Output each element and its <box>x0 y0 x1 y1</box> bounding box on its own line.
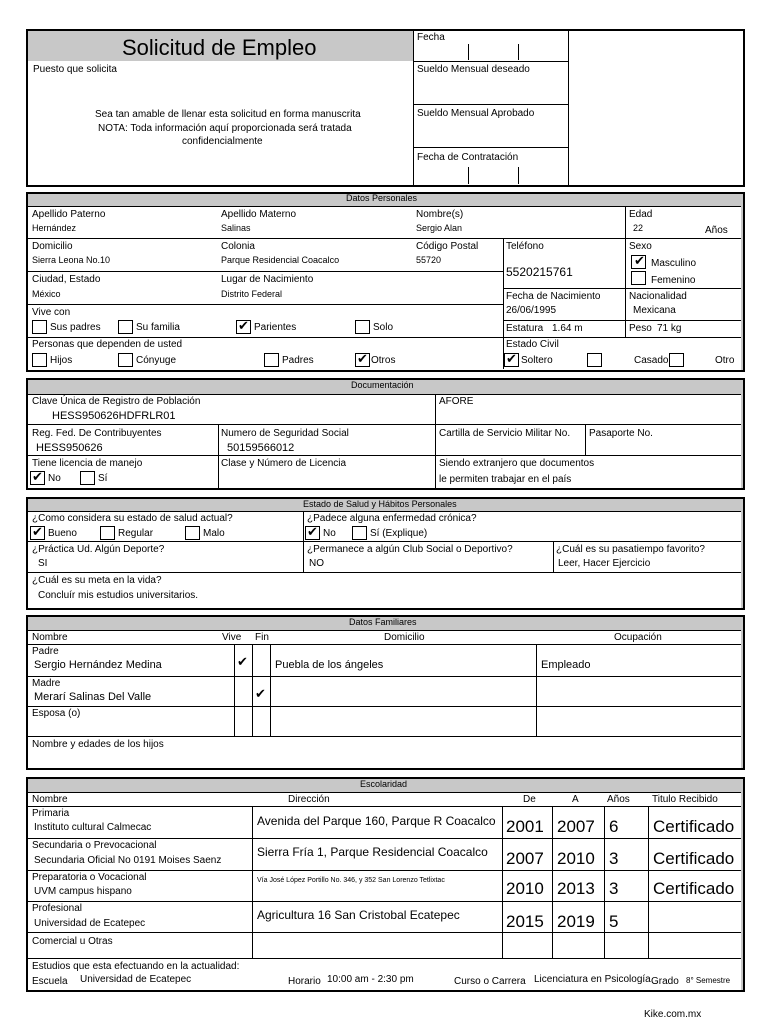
parientes-check-icon: ✔ <box>238 319 249 334</box>
licencia-no-label: No <box>48 473 61 484</box>
horario-label: Horario <box>288 976 321 987</box>
conyuge-label: Cónyuge <box>136 355 177 366</box>
escolaridad-col-nombre: Nombre <box>32 794 68 805</box>
pasaporte-label: Pasaporte No. <box>589 428 653 439</box>
sexo-label: Sexo <box>629 241 652 252</box>
masculino-label: Masculino <box>651 258 697 269</box>
edad-value: 22 <box>633 223 644 233</box>
header-blank-panel <box>569 31 743 185</box>
source-footer: Kike.com.mx <box>644 1009 702 1020</box>
familia-col-vive: Vive <box>222 632 242 643</box>
madre-nombre: Merarí Salinas Del Valle <box>34 691 152 703</box>
curso-value: Licenciatura en Psicología <box>534 974 651 985</box>
primaria-direccion: Avenida del Parque 160, Parque R Coacalco <box>257 814 496 828</box>
meta-question: ¿Cuál es su meta en la vida? <box>32 575 162 586</box>
escolaridad-col-de: De <box>523 794 536 805</box>
otros-check-icon: ✔ <box>357 352 368 367</box>
cp-value: 55720 <box>416 255 442 265</box>
cronica-question: ¿Padece alguna enfermedad crónica? <box>307 513 477 524</box>
colonia-value: Parque Residencial Coacalco <box>221 255 340 265</box>
nacionalidad-label: Nacionalidad <box>629 291 687 302</box>
domicilio-value: Sierra Leona No.10 <box>32 255 111 265</box>
conyuge-checkbox[interactable] <box>118 353 133 367</box>
preparatoria-direccion: Vía José López Portillo No. 346, y 352 San Lorenzo Tetlixtac <box>257 877 445 884</box>
parientes-label: Parientes <box>254 322 297 333</box>
edad-label: Edad <box>629 209 653 220</box>
nombres-label: Nombre(s) <box>416 209 464 220</box>
escuela-value: Universidad de Ecatepec <box>80 974 192 985</box>
instructions-line2: NOTA: Toda información aquí proporcionada será tratada <box>98 123 352 134</box>
estado-civil-label: Estado Civil <box>506 339 559 350</box>
profesional-de: 2015 <box>506 912 544 931</box>
estado-salud-question: ¿Como considera su estado de salud actual? <box>32 513 233 524</box>
curp-value: HESS950626HDFRLR01 <box>52 410 176 422</box>
hijos-edades-label: Nombre y edades de los hijos <box>32 739 164 750</box>
extranjero-line2: le permiten trabajar en el país <box>439 474 572 485</box>
estatura-value: 1.64 m <box>552 323 583 334</box>
licencia-si-label: Sí <box>98 473 108 484</box>
preparatoria-label: Preparatoria o Vocacional <box>32 872 147 883</box>
fecha-contratacion-label: Fecha de Contratación <box>417 152 519 163</box>
primaria-nombre: Instituto cultural Calmecac <box>34 822 152 833</box>
casado-label: Casado <box>634 355 669 366</box>
primaria-label: Primaria <box>32 808 70 819</box>
extranjero-line1: Siendo extranjero que documentos <box>439 458 595 469</box>
primaria-a: 2007 <box>557 817 595 836</box>
esposa-label: Esposa (o) <box>32 708 81 719</box>
anos-label: Años <box>705 225 728 236</box>
padre-ocupacion: Empleado <box>541 659 591 671</box>
masculino-check-icon: ✔ <box>634 254 645 269</box>
secundaria-anos: 3 <box>609 849 619 868</box>
domicilio-label: Domicilio <box>32 241 73 252</box>
puesto-label: Puesto que solicita <box>33 64 117 75</box>
curp-label: Clave Única de Registro de Población <box>32 396 201 407</box>
familia-col-ocupacion: Ocupación <box>614 632 662 643</box>
escolaridad-col-titulo: Titulo Recibido <box>652 794 718 805</box>
grado-value: 8° Semestre <box>686 976 731 985</box>
soltero-label: Soltero <box>521 355 553 366</box>
familia-col-fin: Fin <box>255 632 269 643</box>
familia-col-nombre: Nombre <box>32 632 68 643</box>
preparatoria-anos: 3 <box>609 879 619 898</box>
bueno-check-icon: ✔ <box>32 525 43 540</box>
padres-checkbox[interactable] <box>264 353 279 367</box>
padre-domicilio: Puebla de los ángeles <box>275 659 384 671</box>
nss-value: 50159566012 <box>227 442 295 454</box>
profesional-nombre: Universidad de Ecatepec <box>34 918 146 929</box>
page-title: Solicitud de Empleo <box>122 35 317 60</box>
telefono-value: 5520215761 <box>506 265 573 279</box>
preparatoria-nombre: UVM campus hispano <box>34 886 132 897</box>
escuela-label: Escuela <box>32 976 68 987</box>
dependen-label: Personas que dependen de usted <box>32 339 183 350</box>
comercial-label: Comercial u Otras <box>32 936 113 947</box>
preparatoria-titulo: Certificado <box>653 879 735 898</box>
afore-label: AFORE <box>439 396 474 407</box>
sueldo-aprobado-label: Sueldo Mensual Aprobado <box>417 108 535 119</box>
licencia-si-checkbox[interactable] <box>80 471 95 485</box>
docs-section-title: Documentación <box>351 380 414 390</box>
pasatiempo-question: ¿Cuál es su pasatiempo favorito? <box>556 544 705 555</box>
escolaridad-col-direccion: Dirección <box>288 794 330 805</box>
bueno-label: Bueno <box>48 528 77 539</box>
femenino-label: Femenino <box>651 275 696 286</box>
ciudad-label: Ciudad, Estado <box>32 274 101 285</box>
ciudad-value: México <box>32 289 61 299</box>
apellido-materno-value: Salinas <box>221 223 251 233</box>
deporte-question: ¿Práctica Ud. Algún Deporte? <box>32 544 165 555</box>
telefono-label: Teléfono <box>506 241 544 252</box>
regular-checkbox[interactable] <box>100 526 115 540</box>
femenino-checkbox[interactable] <box>631 271 646 285</box>
escolaridad-section-title: Escolaridad <box>360 779 408 789</box>
cartilla-label: Cartilla de Servicio Militar No. <box>439 428 571 439</box>
escolaridad-col-anos: Años <box>607 794 630 805</box>
su-familia-checkbox[interactable] <box>118 320 133 334</box>
clase-licencia-label: Clase y Número de Licencia <box>221 458 347 469</box>
malo-checkbox[interactable] <box>185 526 200 540</box>
vive-con-label: Vive con <box>32 307 71 318</box>
estudios-actuales-label: Estudios que esta efectuando en la actualidad: <box>32 961 240 972</box>
sus-padres-checkbox[interactable] <box>32 320 47 334</box>
profesional-direccion: Agricultura 16 San Cristobal Ecatepec <box>257 908 460 922</box>
secundaria-nombre: Secundaria Oficial No 0191 Moises Saenz <box>34 855 222 866</box>
instructions-line1: Sea tan amable de llenar esta solicitud en forma manuscrita <box>95 109 361 120</box>
peso-label: Peso <box>629 323 652 334</box>
apellido-paterno-label: Apellido Paterno <box>32 209 106 220</box>
escolaridad-col-a: A <box>572 794 579 805</box>
deporte-answer: SI <box>38 558 48 569</box>
nacionalidad-value: Mexicana <box>633 305 676 316</box>
preparatoria-de: 2010 <box>506 879 544 898</box>
apellido-materno-label: Apellido Materno <box>221 209 297 220</box>
meta-answer: Concluír mis estudios universitarios. <box>38 590 199 601</box>
familia-col-domicilio: Domicilio <box>384 632 425 643</box>
lugar-nac-label: Lugar de Nacimiento <box>221 274 314 285</box>
sus-padres-label: Sus padres <box>50 322 101 333</box>
primaria-de: 2001 <box>506 817 544 836</box>
cronica-no-label: No <box>323 528 336 539</box>
padre-label: Padre <box>32 646 59 657</box>
soltero-check-icon: ✔ <box>506 352 517 367</box>
cronica-si-label: Sí (Explique) <box>370 528 428 539</box>
cronica-no-check-icon: ✔ <box>307 525 318 540</box>
instructions-line3: confidencialmente <box>182 136 263 147</box>
rfc-label: Reg. Fed. De Contribuyentes <box>32 428 162 439</box>
club-question: ¿Permanece a algún Club Social o Deportivo? <box>307 544 513 555</box>
secundaria-direccion: Sierra Fría 1, Parque Residencial Coacalco <box>257 845 488 859</box>
estatura-label: Estatura <box>506 323 544 334</box>
lugar-nac-value: Distrito Federal <box>221 289 283 299</box>
madre-fin-check-icon: ✔ <box>255 687 266 702</box>
apellido-paterno-value: Hernández <box>32 223 77 233</box>
nombres-value: Sergio Alan <box>416 223 463 233</box>
solo-checkbox[interactable] <box>355 320 370 334</box>
rfc-value: HESS950626 <box>36 442 103 454</box>
profesional-a: 2019 <box>557 912 595 931</box>
malo-label: Malo <box>203 528 225 539</box>
colonia-label: Colonia <box>221 241 255 252</box>
profesional-anos: 5 <box>609 912 619 931</box>
peso-value: 71 kg <box>657 323 682 334</box>
licencia-no-check-icon: ✔ <box>32 470 43 485</box>
fecha-nac-value: 26/06/1995 <box>506 305 557 316</box>
otro-label: Otro <box>715 355 735 366</box>
hijos-label: Hijos <box>50 355 73 366</box>
otros-label: Otros <box>371 355 396 366</box>
regular-label: Regular <box>118 528 154 539</box>
casado-checkbox[interactable] <box>587 353 602 367</box>
personal-section-title: Datos Personales <box>346 193 418 203</box>
secundaria-label: Secundaria o Prevocacional <box>32 840 157 851</box>
hijos-checkbox[interactable] <box>32 353 47 367</box>
nss-label: Numero de Seguridad Social <box>221 428 349 439</box>
padres-label: Padres <box>282 355 314 366</box>
secundaria-a: 2010 <box>557 849 595 868</box>
padre-vive-check-icon: ✔ <box>237 655 248 670</box>
horario-value: 10:00 am - 2:30 pm <box>327 974 414 985</box>
fecha-nac-label: Fecha de Nacimiento <box>506 291 601 302</box>
profesional-label: Profesional <box>32 903 83 914</box>
pasatiempo-answer: Leer, Hacer Ejercicio <box>558 558 651 569</box>
secundaria-de: 2007 <box>506 849 544 868</box>
cronica-si-checkbox[interactable] <box>352 526 367 540</box>
solo-label: Solo <box>373 322 394 333</box>
primaria-titulo: Certificado <box>653 817 735 836</box>
club-answer: NO <box>309 558 324 569</box>
otro-checkbox[interactable] <box>669 353 684 367</box>
familia-section-title: Datos Familiares <box>349 617 417 627</box>
secundaria-titulo: Certificado <box>653 849 735 868</box>
curso-label: Curso o Carrera <box>454 976 526 987</box>
cp-label: Código Postal <box>416 241 479 252</box>
salud-section-title: Estado de Salud y Hábitos Personales <box>303 499 457 509</box>
primaria-anos: 6 <box>609 817 619 836</box>
grado-label: Grado <box>651 976 679 987</box>
fecha-label: Fecha <box>417 32 445 43</box>
madre-label: Madre <box>32 678 61 689</box>
su-familia-label: Su familia <box>136 322 180 333</box>
licencia-label: Tiene licencia de manejo <box>32 458 143 469</box>
sueldo-deseado-label: Sueldo Mensual deseado <box>417 64 530 75</box>
padre-nombre: Sergio Hernández Medina <box>34 659 162 671</box>
preparatoria-a: 2013 <box>557 879 595 898</box>
